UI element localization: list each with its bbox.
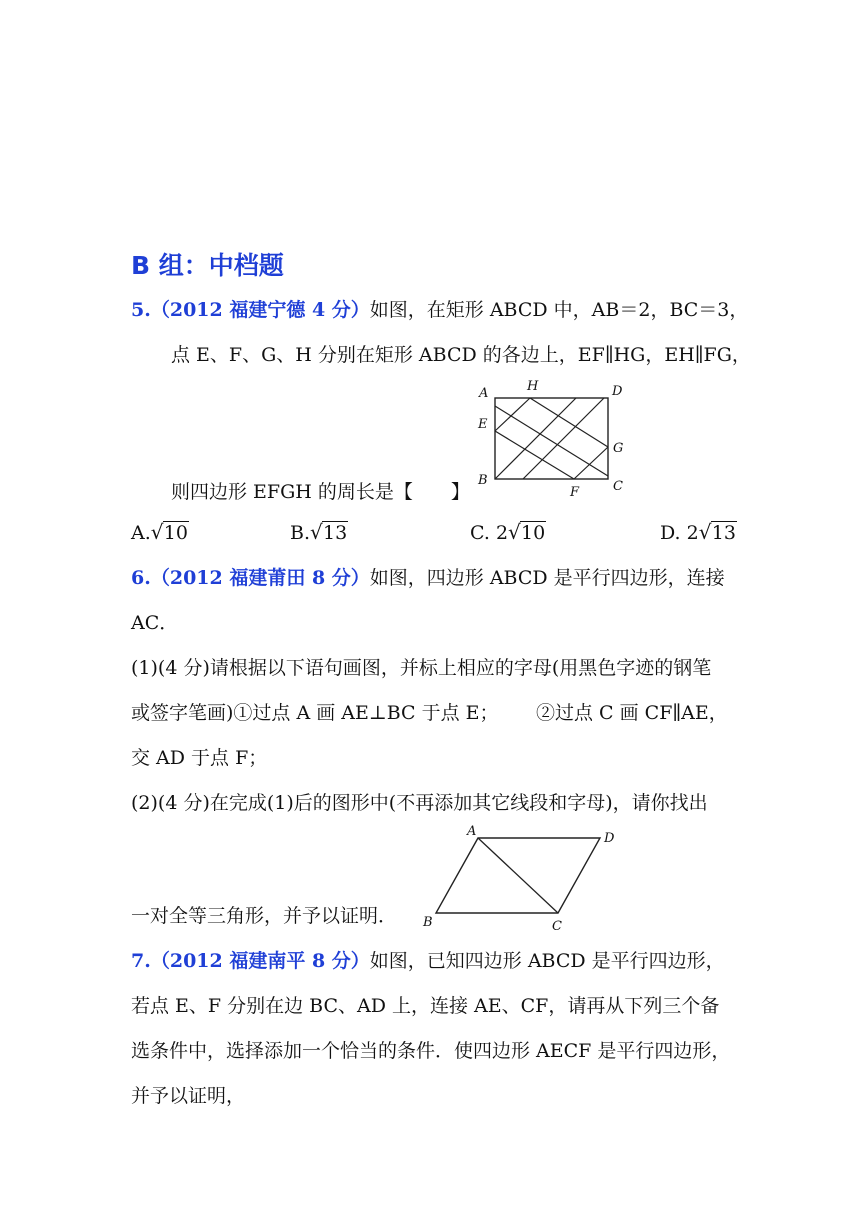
- option-c: [470, 522, 546, 544]
- label-e: E: [478, 417, 488, 432]
- question-5-text-3: 则四边形 EFGH 的周长是【 】: [171, 481, 470, 503]
- section-title: B 组：中档题: [131, 251, 284, 280]
- question-6-line-1: [131, 566, 725, 590]
- question-7-number: 7.: [131, 950, 151, 972]
- option-b-radicand: 13: [323, 522, 348, 544]
- label-d: D: [612, 384, 623, 399]
- label-a: A: [467, 824, 477, 839]
- label-b: B: [478, 473, 488, 488]
- option-d-radicand: 13: [711, 522, 736, 544]
- label-c: C: [552, 919, 562, 934]
- option-a-label: A.: [131, 522, 151, 544]
- question-5-text-2: 点 E、F、G、H 分别在矩形 ABCD 的各边上，EF∥HG，EH∥FG，: [171, 344, 751, 366]
- question-5-text-1: 如图，在矩形 ABCD 中，AB＝2，BC＝3，: [369, 299, 749, 321]
- question-6-text-5: 交 AD 于点 F；: [131, 747, 268, 769]
- label-d: D: [604, 831, 615, 846]
- option-d-coef: 2: [686, 522, 699, 544]
- question-5-number: 5.: [131, 299, 151, 321]
- label-h: H: [527, 379, 539, 394]
- question-6-text-2: AC．: [131, 612, 179, 634]
- segment-fg: [574, 447, 608, 479]
- option-c-label: C.: [470, 522, 490, 544]
- question-5-line-1: [131, 298, 748, 322]
- question-7-text-1: 如图，已知四边形 ABCD 是平行四边形，: [369, 950, 725, 972]
- option-c-radicand: 10: [521, 522, 546, 544]
- label-a: A: [479, 386, 489, 401]
- question-6-text-6: (2)(4 分)在完成(1)后的图形中(不再添加其它线段和字母)，请你找出: [131, 792, 708, 814]
- question-7-line-1: [131, 949, 725, 973]
- sqrt-symbol: √ 13: [698, 520, 736, 544]
- question-6-text-7: 一对全等三角形，并予以证明．: [131, 905, 398, 927]
- question-6-text-3: (1)(4 分)请根据以下语句画图，并标上相应的字母(用黑色字迹的钢笔: [131, 657, 712, 679]
- label-b: B: [423, 915, 433, 930]
- option-b-label: B.: [290, 522, 311, 544]
- question-7-text-2: 若点 E、F 分别在边 BC、AD 上，连接 AE、CF，请再从下列三个备: [131, 995, 720, 1017]
- sqrt-symbol: √ 13: [310, 520, 348, 544]
- option-a-radicand: 10: [163, 522, 188, 544]
- segment-ef: [495, 431, 574, 479]
- question-6-text-4a: 或签字笔画)①过点 A 画 AE⊥BC 于点 E；: [131, 702, 499, 724]
- question-7-source: （2012 福建南平 8 分）: [150, 950, 370, 972]
- option-d-label: D.: [660, 522, 681, 544]
- question-5-source: （2012 福建宁德 4 分）: [150, 299, 370, 321]
- option-b: [290, 522, 348, 544]
- question-6-text-4b: ②过点 C 画 CF∥AE，: [536, 702, 728, 724]
- option-c-coef: 2: [495, 522, 509, 544]
- question-6-number: 6.: [131, 567, 151, 589]
- diagonal-ac: [478, 838, 558, 913]
- option-d: [660, 522, 737, 544]
- label-g: G: [613, 441, 624, 456]
- question-7-text-4: 并予以证明，: [131, 1085, 246, 1107]
- sqrt-symbol: √ 10: [508, 520, 546, 544]
- sqrt-symbol: √ 10: [150, 520, 188, 544]
- label-f: F: [570, 485, 580, 500]
- question-6-text-1: 如图，四边形 ABCD 是平行四边形，连接: [369, 567, 725, 589]
- label-c: C: [613, 479, 623, 494]
- option-a: [131, 522, 189, 544]
- parallelogram-figure: [418, 820, 628, 936]
- rectangle-figure: [470, 376, 630, 502]
- question-6-source: （2012 福建莆田 8 分）: [150, 567, 370, 589]
- question-7-text-3: 选条件中，选择添加一个恰当的条件．使四边形 AECF 是平行四边形，: [131, 1040, 731, 1062]
- segment-eh: [495, 398, 530, 431]
